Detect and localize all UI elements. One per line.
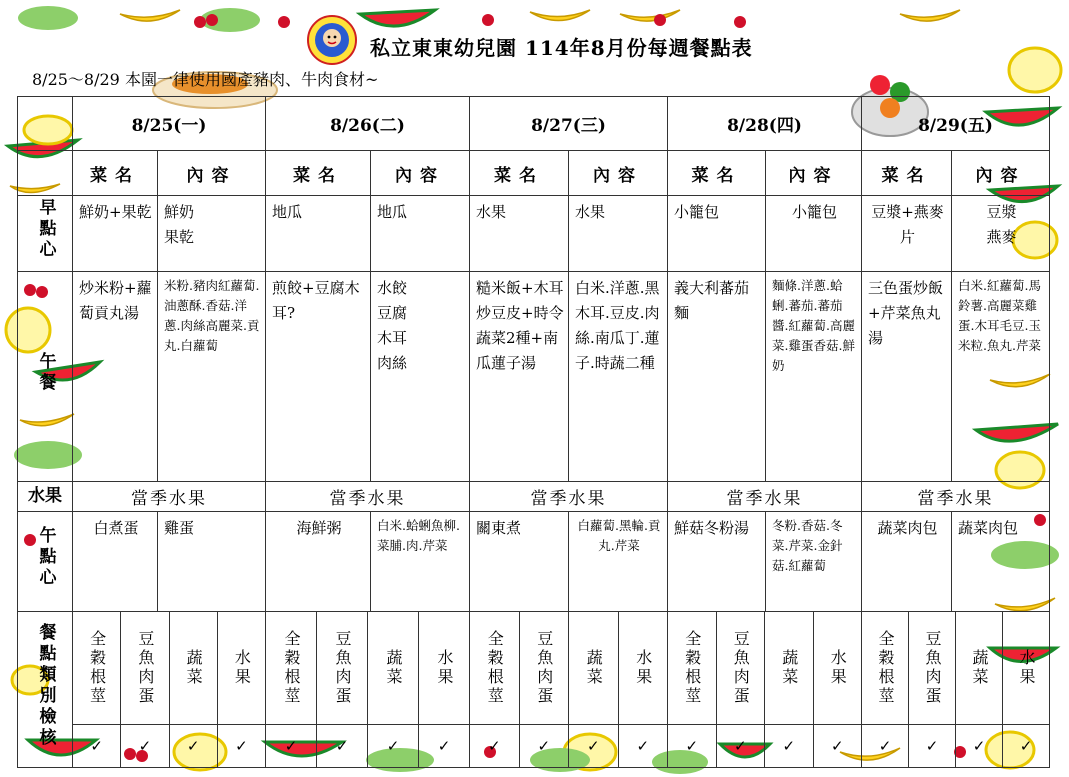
row-label-snack: 午點心 — [18, 512, 73, 612]
col-label-name: 菜名 — [266, 151, 371, 196]
meal-table — [17, 96, 1050, 768]
breakfast-content: 鮮奶 果乾 — [158, 196, 266, 272]
check-mark: ✓ — [862, 725, 909, 767]
category-label: 水果 — [633, 649, 653, 687]
fruit-cell: 當季水果 — [668, 482, 862, 512]
category-cell — [317, 612, 368, 724]
lunch-row — [18, 272, 1050, 482]
check-mark: ✓ — [368, 725, 419, 767]
category-label: 蔬菜 — [184, 649, 204, 687]
lunch-content: 白米.紅蘿蔔.馬鈴薯.高麗菜雞蛋.木耳毛豆.玉米粒.魚丸.芹菜 — [952, 272, 1050, 482]
category-cell — [814, 612, 862, 724]
snack-name: 蔬菜肉包 — [862, 512, 952, 612]
check-mark: ✓ — [520, 725, 570, 767]
page-subtitle: 8/25～8/29 本園一律使用國產豬肉、牛肉食材~ — [32, 70, 379, 89]
fruit-cell: 當季水果 — [862, 482, 1050, 512]
check-mark: ✓ — [235, 737, 248, 755]
category-cell — [668, 612, 717, 724]
corner-cell — [18, 97, 73, 151]
category-cell — [470, 612, 520, 724]
row-label-category: 餐點類別檢核 — [18, 612, 73, 768]
category-cell — [368, 612, 419, 724]
check-mark: ✓ — [956, 725, 1003, 767]
check-mark: ✓ — [830, 737, 844, 755]
category-label: 蔬菜 — [584, 649, 604, 687]
category-label: 蔬菜 — [779, 649, 799, 687]
category-label: 蔬菜 — [970, 649, 989, 687]
check-mark: ✓ — [668, 725, 717, 767]
category-cell — [619, 612, 668, 724]
category-label: 全穀根莖 — [282, 630, 301, 706]
breakfast-name: 豆漿+燕麥片 — [862, 196, 952, 272]
col-label-content: 內容 — [569, 151, 668, 196]
row-label-fruit: 水果 — [18, 482, 73, 512]
check-mark: ✓ — [909, 725, 956, 767]
category-label: 豆魚肉蛋 — [731, 630, 751, 706]
lunch-content: 麵條.洋蔥.蛤蜊.蕃茄.蕃茄醬.紅蘿蔔.高麗菜.雞蛋香菇.鮮奶 — [766, 272, 862, 482]
category-label: 水果 — [1017, 649, 1036, 687]
category-label: 水果 — [435, 649, 454, 687]
category-cell — [170, 612, 218, 724]
snack-content: 冬粉.香菇.冬菜.芹菜.金針菇.紅蘿蔔 — [766, 512, 862, 612]
breakfast-name: 鮮奶+果乾 — [73, 196, 158, 272]
check-mark: ✓ — [437, 737, 451, 755]
breakfast-name: 小籠包 — [668, 196, 766, 272]
category-label: 水果 — [828, 649, 848, 687]
category-label: 全穀根莖 — [876, 630, 895, 706]
check-mark: ✓ — [765, 725, 814, 767]
breakfast-content: 地瓜 — [371, 196, 470, 272]
check-mark: ✓ — [170, 725, 218, 767]
check-mark: ✓ — [636, 737, 650, 755]
col-label-name: 菜名 — [73, 151, 158, 196]
col-label-name: 菜名 — [470, 151, 569, 196]
check-row — [18, 725, 1050, 768]
check-mark: ✓ — [121, 725, 169, 767]
check-mark: ✓ — [317, 725, 368, 767]
breakfast-row — [18, 196, 1050, 272]
snack-content: 白米.蛤蜊魚柳.菜脯.肉.芹菜 — [371, 512, 470, 612]
breakfast-name: 水果 — [470, 196, 569, 272]
fruit-cell: 當季水果 — [266, 482, 470, 512]
snack-content: 雞蛋 — [158, 512, 266, 612]
check-mark: ✓ — [569, 725, 619, 767]
check-mark: ✓ — [717, 725, 766, 767]
column-label-row — [18, 151, 1050, 196]
snack-row — [18, 512, 1050, 612]
lunch-name: 義大利蕃茄麵 — [668, 272, 766, 482]
check-mark: ✓ — [266, 725, 317, 767]
col-label-content: 內容 — [371, 151, 470, 196]
check-mark: ✓ — [1019, 737, 1033, 755]
category-cell — [717, 612, 766, 724]
category-cell — [121, 612, 169, 724]
category-cell — [956, 612, 1003, 724]
lunch-name: 糙米飯+木耳炒豆皮+時令蔬菜2種+南瓜蓮子湯 — [470, 272, 569, 482]
category-label: 全穀根莖 — [87, 630, 107, 706]
snack-name: 白煮蛋 — [73, 512, 158, 612]
breakfast-name: 地瓜 — [266, 196, 371, 272]
category-cell — [73, 612, 121, 724]
category-label: 水果 — [232, 649, 252, 687]
col-label-name: 菜名 — [862, 151, 952, 196]
check-mark: ✓ — [73, 725, 121, 767]
col-label-content: 內容 — [158, 151, 266, 196]
col-label-content: 內容 — [952, 151, 1050, 196]
breakfast-content: 豆漿 燕麥 — [952, 196, 1050, 272]
breakfast-content: 水果 — [569, 196, 668, 272]
category-cell — [1003, 612, 1049, 724]
category-cell — [218, 612, 265, 724]
day-header: 8/29(五) — [862, 97, 1050, 151]
category-cell — [569, 612, 619, 724]
fruit-cell: 當季水果 — [470, 482, 668, 512]
category-label: 豆魚肉蛋 — [135, 630, 155, 706]
category-label: 豆魚肉蛋 — [333, 630, 352, 706]
lunch-name: 炒米粉+蘿蔔貢丸湯 — [73, 272, 158, 482]
snack-content: 白蘿蔔.黑輪.貢丸.芹菜 — [569, 512, 668, 612]
category-cell — [765, 612, 814, 724]
lunch-content: 米粉.豬肉紅蘿蔔.油蔥酥.香菇.洋蔥.肉絲高麗菜.貢丸.白蘿蔔 — [158, 272, 266, 482]
lunch-content: 水餃 豆腐 木耳 肉絲 — [371, 272, 470, 482]
snack-content: 蔬菜肉包 — [952, 512, 1050, 612]
col-label-content: 內容 — [766, 151, 862, 196]
category-row — [18, 612, 1050, 725]
breakfast-content: 小籠包 — [766, 196, 862, 272]
col-label-name: 菜名 — [668, 151, 766, 196]
page-title: 私立東東幼兒園 114年8月份每週餐點表 — [370, 36, 753, 60]
category-cell — [419, 612, 469, 724]
row-label-breakfast: 早點心 — [18, 196, 73, 272]
day-header: 8/27(三) — [470, 97, 668, 151]
category-label: 全穀根莖 — [682, 630, 702, 706]
category-label: 豆魚肉蛋 — [534, 630, 554, 706]
category-cell — [520, 612, 570, 724]
fruit-row — [18, 482, 1050, 512]
check-mark: ✓ — [470, 725, 520, 767]
category-label: 豆魚肉蛋 — [923, 630, 942, 706]
category-cell — [266, 612, 317, 724]
snack-name: 海鮮粥 — [266, 512, 371, 612]
day-header-row — [18, 97, 1050, 151]
category-cell — [862, 612, 909, 724]
lunch-content: 白米.洋蔥.黑木耳.豆皮.肉絲.南瓜丁.蓮子.時蔬二種 — [569, 272, 668, 482]
lunch-name: 煎餃+豆腐木耳? — [266, 272, 371, 482]
snack-name: 鮮菇冬粉湯 — [668, 512, 766, 612]
lunch-name: 三色蛋炒飯+芹菜魚丸湯 — [862, 272, 952, 482]
category-label: 蔬菜 — [384, 649, 403, 687]
snack-name: 關東煮 — [470, 512, 569, 612]
day-header: 8/28(四) — [668, 97, 862, 151]
category-cell — [909, 612, 956, 724]
day-header: 8/25(一) — [73, 97, 266, 151]
day-header: 8/26(二) — [266, 97, 470, 151]
school-logo — [306, 14, 358, 66]
category-label: 全穀根莖 — [485, 630, 505, 706]
row-label-lunch: 午餐 — [18, 272, 73, 482]
fruit-cell: 當季水果 — [73, 482, 266, 512]
